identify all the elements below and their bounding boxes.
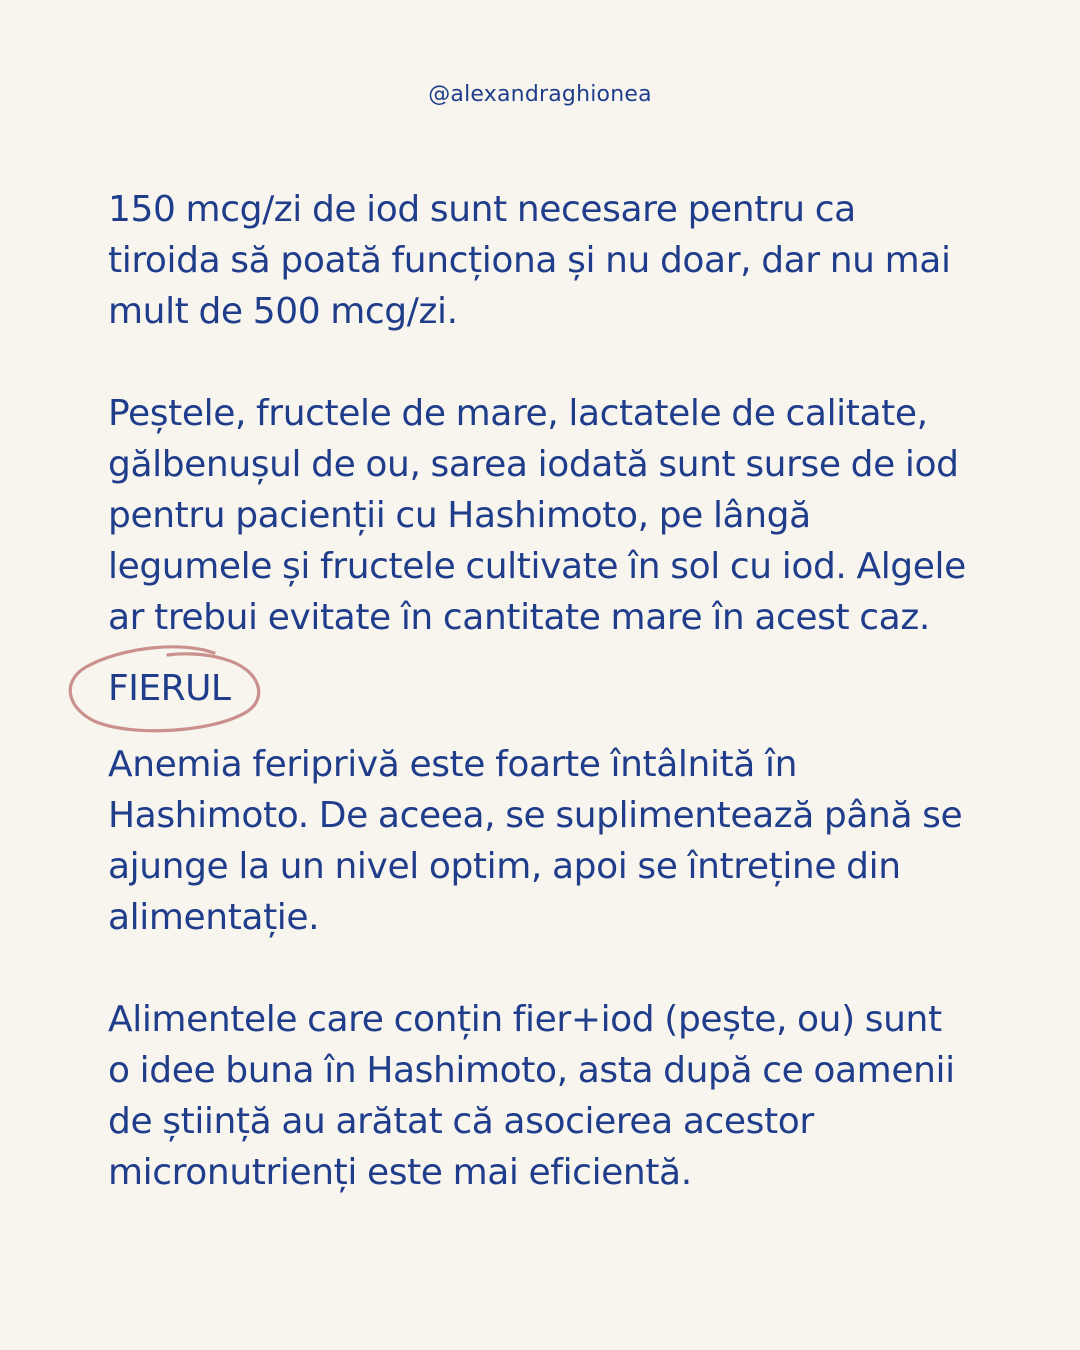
text-line: pentru pacienții cu Hashimoto, pe lângă bbox=[108, 495, 811, 536]
text-line: o idee buna în Hashimoto, asta după ce oamenii bbox=[108, 1050, 955, 1091]
text-line: Anemia feriprivă este foarte întâlnită în bbox=[108, 744, 797, 785]
section-heading-text: FIERUL bbox=[108, 668, 231, 709]
author-handle: @alexandraghionea bbox=[428, 82, 652, 107]
text-line: tiroida să poată funcționa și nu doar, dar nu mai bbox=[108, 240, 951, 281]
text-line: micronutrienți este mai eficientă. bbox=[108, 1152, 692, 1193]
paragraph-anemia bbox=[108, 739, 988, 943]
text-line: ar trebui evitate în cantitate mare în acest caz. bbox=[108, 597, 930, 638]
paragraph-iodine-sources bbox=[108, 388, 988, 643]
text-line: legumele și fructele cultivate în sol cu iod. Algele bbox=[108, 546, 966, 587]
paragraph-spacer bbox=[108, 337, 988, 388]
text-line: de știință au arătat că asocierea acestor bbox=[108, 1101, 814, 1142]
text-line: Peștele, fructele de mare, lactatele de calitate, bbox=[108, 393, 928, 434]
paragraph-iodine-dose bbox=[108, 184, 988, 337]
text-line: gălbenușul de ou, sarea iodată sunt surse de iod bbox=[108, 444, 959, 485]
text-line: 150 mcg/zi de iod sunt necesare pentru ca bbox=[108, 189, 856, 230]
text-line: Alimentele care conțin fier+iod (pește, ou) sunt bbox=[108, 999, 942, 1040]
section-heading-iron bbox=[108, 653, 988, 739]
text-line: mult de 500 mcg/zi. bbox=[108, 291, 458, 332]
text-line: ajunge la un nivel optim, apoi se întreține din bbox=[108, 846, 901, 887]
paragraph-spacer bbox=[108, 943, 988, 994]
text-line: Hashimoto. De aceea, se suplimentează până se bbox=[108, 795, 963, 836]
text-line: alimentație. bbox=[108, 897, 320, 938]
paragraph-iron-iodine-foods bbox=[108, 994, 988, 1198]
article-body bbox=[108, 184, 988, 1198]
